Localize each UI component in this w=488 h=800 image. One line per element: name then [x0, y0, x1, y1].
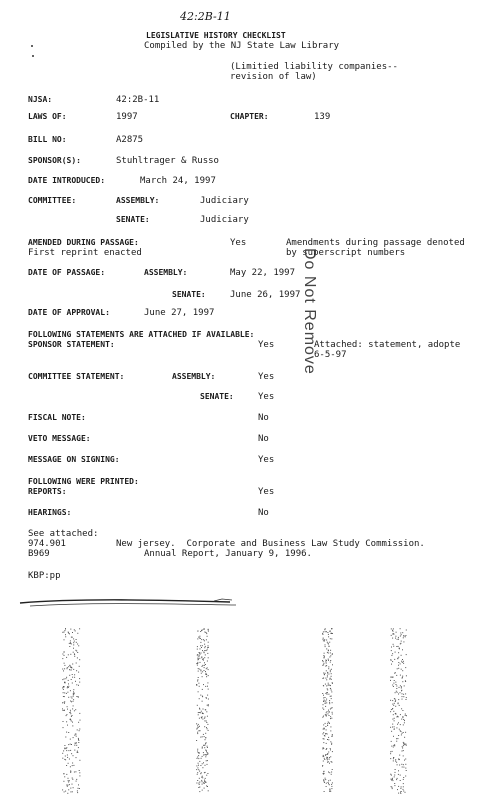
hearings-value: No [258, 508, 269, 518]
sponsor-statement-note-line1: Attached: statement, adopte [314, 340, 461, 350]
passage-assembly-label: ASSEMBLY: [144, 268, 188, 277]
message-signing-label: MESSAGE ON SIGNING: [28, 455, 120, 464]
committee-assembly-label: ASSEMBLY: [116, 196, 160, 205]
committee-statement-label: COMMITTEE STATEMENT: [28, 372, 125, 381]
committee-statement-assembly-value: Yes [258, 372, 275, 382]
passage-assembly-value: May 22, 1997 [230, 268, 296, 278]
attached-reference-line2: Annual Report, January 9, 1996. [144, 549, 312, 559]
do-not-remove-stamp: Do Not Remove [301, 248, 318, 375]
passage-senate-value: June 26, 1997 [230, 290, 301, 300]
amended-label: AMENDED DURING PASSAGE: [28, 238, 139, 247]
laws-label: LAWS OF: [28, 112, 67, 121]
date-introduced-value: March 24, 1997 [140, 176, 216, 186]
subject-note-line1: (Limitied liability companies-- [230, 62, 398, 72]
veto-message-label: VETO MESSAGE: [28, 434, 91, 443]
subject-note-line2: revision of law) [230, 72, 317, 82]
sponsor-statement-value: Yes [258, 340, 275, 350]
reports-label: REPORTS: [28, 487, 67, 496]
njsa-label: NJSA: [28, 95, 53, 104]
committee-statement-senate-label: SENATE: [200, 392, 234, 401]
hearings-label: HEARINGS: [28, 508, 72, 517]
committee-assembly-value: Judiciary [200, 196, 249, 206]
committee-senate-label: SENATE: [116, 215, 150, 224]
date-approval-value: June 27, 1997 [144, 308, 215, 318]
committee-statement-assembly-label: ASSEMBLY: [172, 372, 216, 381]
committee-label: COMMITTEE: [28, 196, 77, 205]
chapter-value: 139 [314, 112, 331, 122]
committee-senate-value: Judiciary [200, 215, 249, 225]
handwritten-statute-number: 42:2B-11 [180, 10, 231, 23]
document-title: LEGISLATIVE HISTORY CHECKLIST [146, 31, 286, 40]
bill-label: BILL NO: [28, 135, 67, 144]
committee-statement-senate-value: Yes [258, 392, 275, 402]
amended-value: Yes [230, 238, 247, 248]
date-passage-label: DATE OF PASSAGE: [28, 268, 106, 277]
passage-senate-label: SENATE: [172, 290, 206, 299]
laws-value: 1997 [116, 112, 138, 122]
message-signing-value: Yes [258, 455, 275, 465]
fiscal-note-label: FISCAL NOTE: [28, 413, 86, 422]
sponsor-value: Stuhltrager & Russo [116, 156, 219, 166]
veto-message-value: No [258, 434, 269, 444]
njsa-value: 42:2B-11 [116, 95, 160, 105]
amended-note-line1: Amendments during passage denoted [286, 238, 465, 248]
date-approval-label: DATE OF APPROVAL: [28, 308, 110, 317]
attached-reference-line1: New jersey. Corporate and Business Law Study Commission. [116, 539, 425, 549]
following-printed-heading: FOLLOWING WERE PRINTED: [28, 477, 139, 486]
amended-note-line2: by superscript numbers [286, 248, 406, 258]
first-reprint-note: First reprint enacted [28, 248, 142, 258]
compiled-by-line: Compiled by the NJ State Law Library [144, 41, 340, 51]
call-number-2: B969 [28, 549, 50, 559]
sponsor-statement-note-line2: 6-5-97 [314, 350, 347, 360]
bill-value: A2875 [116, 135, 144, 145]
date-introduced-label: DATE INTRODUCED: [28, 176, 106, 185]
call-number-1: 974.901 [28, 539, 66, 549]
see-attached-label: See attached: [28, 529, 99, 539]
fiscal-note-value: No [258, 413, 269, 423]
following-statements-heading: FOLLOWING STATEMENTS ARE ATTACHED IF AVAILABLE: [28, 330, 255, 339]
sponsor-statement-label: SPONSOR STATEMENT: [28, 340, 115, 349]
sponsor-label: SPONSOR(S): [28, 156, 81, 165]
chapter-label: CHAPTER: [230, 112, 269, 121]
reports-value: Yes [258, 487, 275, 497]
initials: KBP:pp [28, 571, 61, 581]
